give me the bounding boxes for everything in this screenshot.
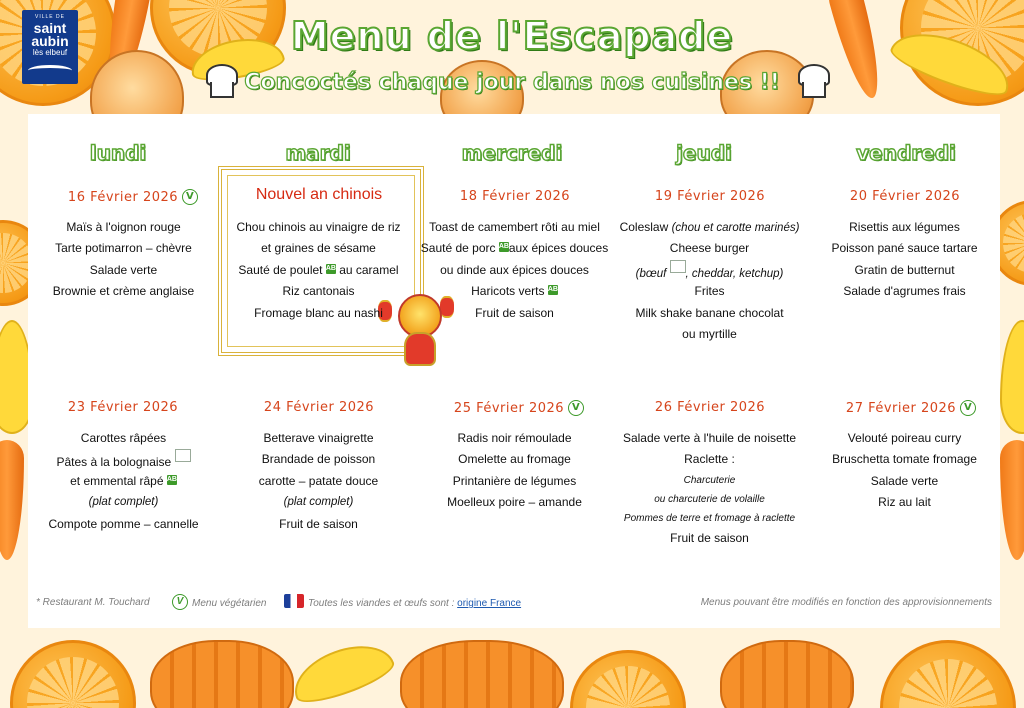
- dish: Fruit de saison: [670, 530, 749, 545]
- day-header-mercredi: mercredi: [461, 141, 563, 165]
- dish: Fruit de saison: [475, 305, 554, 320]
- dish: et emmental râpé AB: [70, 473, 177, 488]
- dish: Salade verte: [870, 473, 939, 488]
- orange-illustration: [570, 650, 686, 708]
- menu-mardi-w2: [221, 428, 416, 535]
- dish: Risettis aux légumes: [849, 220, 960, 234]
- dish: Compote pomme – cannelle: [48, 516, 199, 531]
- pumpkin-illustration: [150, 640, 294, 708]
- dish: Salade verte à l'huile de noisette: [622, 431, 797, 445]
- chinese-new-year-title: Nouvel an chinois: [255, 186, 383, 203]
- day-header-vendredi: vendredi: [856, 141, 956, 165]
- organic-ab-icon: AB: [325, 264, 336, 272]
- dish-note: (plat complet): [88, 496, 159, 509]
- vegetarian-icon: V: [182, 189, 198, 205]
- logo-main-text: saint aubin: [31, 20, 69, 49]
- vegetarian-icon: V: [568, 400, 584, 416]
- logo-wave: [28, 65, 72, 76]
- dish: Salade d'agrumes frais: [843, 284, 966, 299]
- banana-illustration: [286, 634, 399, 708]
- orange-illustration: [880, 640, 1016, 708]
- city-logo: [22, 10, 78, 84]
- date-lundi-w1: 16 Février 2026 V: [38, 189, 228, 205]
- menu-mardi-w1: [221, 217, 416, 324]
- dish: ou myrtille: [682, 326, 737, 341]
- dish: Salade verte: [89, 262, 158, 277]
- dish: ou dinde aux épices douces: [440, 262, 589, 277]
- dish: Coleslaw (chou et carotte marinés): [619, 220, 800, 234]
- carrot-illustration: [825, 0, 889, 102]
- dish: carotte – patate douce: [258, 473, 379, 488]
- pumpkin-illustration: [400, 640, 564, 708]
- date-lundi-w2: 23 Février 2026: [67, 400, 179, 415]
- day-header-mardi: mardi: [285, 141, 351, 165]
- organic-ab-icon: AB: [547, 286, 558, 294]
- dish: Velouté poireau curry: [847, 431, 962, 445]
- dish: Carottes râpées: [80, 431, 167, 445]
- page-subtitle: Concoctés chaque jour dans nos cuisines !!: [244, 70, 780, 95]
- dish: Poisson pané sauce tartare: [831, 241, 978, 256]
- dish: Tarte potimarron – chèvre: [55, 241, 192, 256]
- dish: Fromage blanc au nashi: [254, 305, 383, 320]
- dish-detail: (bœuf , cheddar, ketchup): [612, 260, 807, 281]
- dish: Milk shake banane chocolat: [635, 305, 784, 320]
- france-flag-icon: [284, 594, 304, 608]
- menu-lundi-w1: [26, 217, 221, 303]
- date-mercredi-w1: 18 Février 2026: [459, 189, 571, 204]
- menu-jeudi-w2: [612, 428, 807, 549]
- menu-vendredi-w1: [807, 217, 1002, 303]
- logo-small-text: VILLE DE: [35, 14, 65, 20]
- dish: Pâtes à la bolognaise: [26, 449, 221, 470]
- footer-veg-legend: V Menu végétarien: [172, 594, 267, 610]
- label-rouge-icon: [175, 449, 191, 462]
- dish: Toast de camembert rôti au miel: [429, 220, 600, 234]
- menu-vendredi-w2: [807, 428, 1002, 514]
- menu-mercredi-w1: [417, 217, 612, 324]
- date-jeudi-w2: 26 Février 2026: [654, 400, 766, 415]
- carrot-illustration: [1000, 440, 1024, 560]
- dish: Printanière de légumes: [452, 473, 577, 488]
- dish: Betterave vinaigrette: [263, 431, 374, 445]
- dish: Raclette :: [684, 452, 735, 467]
- dish-detail: Pommes de terre et fromage à raclette: [623, 512, 796, 524]
- date-mercredi-w2: 25 Février 2026 V: [424, 400, 614, 416]
- dish: Moelleux poire – amande: [447, 495, 582, 510]
- organic-ab-icon: AB: [166, 475, 177, 483]
- pumpkin-illustration: [720, 640, 854, 708]
- footer-note: Menus pouvant être modifiés en fonction des approvisionnements: [700, 597, 992, 608]
- dish: Bruschetta tomate fromage: [832, 452, 977, 467]
- organic-ab-icon: AB: [498, 243, 509, 251]
- day-header-jeudi: jeudi: [676, 141, 732, 165]
- dish: Sauté de porc ABaux épices douces: [420, 241, 609, 256]
- label-rouge-icon: [670, 260, 686, 273]
- dish: Frites: [694, 284, 725, 299]
- date-mardi-w2: 24 Février 2026: [263, 400, 375, 415]
- dish: Brandade de poisson: [261, 452, 376, 467]
- footer-restaurant: * Restaurant M. Touchard: [36, 597, 150, 608]
- logo-sub-text: lès elbeuf: [32, 48, 68, 57]
- day-header-lundi: lundi: [89, 141, 147, 165]
- dish: Maïs à l'oignon rouge: [66, 220, 181, 234]
- origin-france-link[interactable]: origine France: [457, 598, 522, 609]
- dish: Cheese burger: [669, 241, 750, 256]
- menu-lundi-w2: [26, 428, 221, 535]
- dish-note: (plat complet): [283, 496, 354, 509]
- date-jeudi-w1: 19 Février 2026: [654, 189, 766, 204]
- vegetarian-icon: V: [960, 400, 976, 416]
- footer-meat-origin: Toutes les viandes et œufs sont : origine France: [284, 594, 521, 609]
- dish: Riz cantonais: [282, 284, 355, 299]
- dish: Brownie et crème anglaise: [52, 284, 195, 299]
- dish: Haricots verts AB: [471, 284, 558, 299]
- banana-illustration: [1000, 320, 1024, 434]
- dish: Radis noir rémoulade: [457, 431, 572, 445]
- date-vendredi-w2: 27 Février 2026 V: [816, 400, 1006, 416]
- dish: Omelette au fromage: [458, 452, 571, 467]
- menu-mercredi-w2: [417, 428, 612, 514]
- dish-detail: Charcuterie: [683, 474, 736, 486]
- dish: Gratin de butternut: [854, 262, 955, 277]
- dish: et graines de sésame: [261, 241, 376, 256]
- vegetarian-icon: V: [172, 594, 188, 610]
- orange-illustration: [10, 640, 136, 708]
- carrot-illustration: [0, 440, 24, 560]
- dish: Sauté de poulet AB au caramel: [238, 262, 399, 277]
- dish: Chou chinois au vinaigre de riz: [236, 220, 401, 234]
- page-title: Menu de l'Escapade: [290, 14, 734, 58]
- menu-jeudi-w1: [612, 217, 807, 345]
- dish-detail: ou charcuterie de volaille: [654, 493, 765, 505]
- dish: Riz au lait: [878, 495, 931, 510]
- dish: Fruit de saison: [279, 516, 358, 531]
- date-vendredi-w1: 20 Février 2026: [849, 189, 961, 204]
